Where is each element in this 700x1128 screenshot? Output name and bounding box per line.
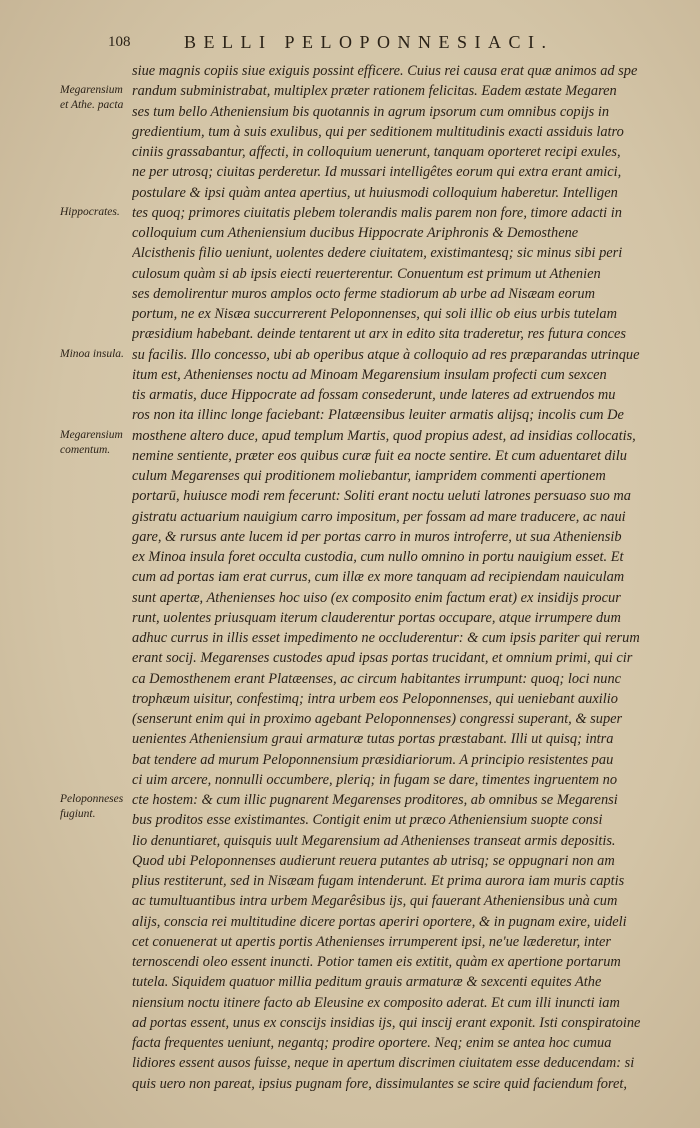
text-line: ses demolirentur muros amplos octo ferme stadiorum ab urbe ad Nisæam eorum <box>132 285 596 302</box>
text-line: cte hostem: & cum illic pugnarent Megarenses proditores, ab omnibus se Megarensi <box>132 792 618 808</box>
margin-note <box>60 428 132 458</box>
text-line: ciniis grassabantur, affecti, in colloquium uenerunt, tanquam oporteret recipi exules, <box>132 144 621 160</box>
text-line: ne per utrosq; ciuitas perderetur. Id mussari intelligêtes eorum qui extra erant amici, <box>132 164 622 181</box>
margin-note-line: Megarensium <box>60 84 123 97</box>
text-line: portum, ne ex Nisæa succurrerent Peloponnenses, qui soli illic ob eius urbis tutelam <box>132 306 617 322</box>
running-head: BELLI PELOPONNESIACI. <box>184 32 554 52</box>
text-line: tis armatis, duce Hippocrate ad fossam consederunt, unde lateres ad extruendos mu <box>132 387 616 403</box>
text-line: nemine sentiente, præter eos quibus curæ fuit ea nocte sentire. Et cum aduentaret dilu <box>132 447 627 464</box>
text-line: lidiores essent ausos fuisse, neque in apertum discrimen ciuitatem esse deducendam: si <box>132 1055 635 1072</box>
text-line: sunt apertæ, Athenienses hoc uiso (ex composito enim factum erat) ex insidijs procur <box>132 589 621 606</box>
text-line: cum ad portas iam erat currus, cum illæ ex more tanquam ad recipiendam nauiculam <box>132 569 625 586</box>
text-line: gredientium, tum à suis exulibus, qui per seditionem multitudinis exacti assiduis latro <box>132 123 624 140</box>
text-line: bat tendere ad murum Peloponnensium præsidiariorum. A principio resistentes pau <box>132 751 614 768</box>
text-line: Quod ubi Peloponnenses audierunt reuera putantes ab utrisq; se oppugnari non am <box>132 852 615 869</box>
text-line: ex Minoa insula foret occulta custodia, cum nullo omnino in portu nauigium esset. Et <box>132 549 624 565</box>
text-line: tes quoq; primores ciuitatis plebem tolerandis malis parem non fore, timore adacti in <box>132 204 622 221</box>
margin-note <box>60 83 132 113</box>
text-line: mosthene altero duce, apud templum Martis, quod propius adest, ad insidias collocatis, <box>132 427 636 444</box>
margin-note-line: Megarensium <box>60 428 123 441</box>
margin-note-line: Peloponneses <box>60 793 124 805</box>
margin-note <box>60 792 132 822</box>
text-line: su facilis. Illo concesso, ubi ab operibus atque à colloquio ad res præparandas utrinque <box>132 346 640 363</box>
page-header <box>108 28 668 54</box>
text-line: uenientes Atheniensium graui armaturæ tutas portas præstabant. Illi ut quisq; intra <box>132 731 614 748</box>
text-line: siue magnis copiis siue exiguis possint efficere. Cuius rei causa erat quæ animos ad spe <box>132 63 638 79</box>
text-line: facta frequentes ueniunt, negantq; prodire oportere. Neq; enim se antea hoc cumua <box>132 1035 612 1051</box>
text-line: itum est, Athenienses noctu ad Minoam Megarensium insulam profecti cum sexcen <box>132 366 607 383</box>
text-line: lio denuntiaret, quisquis uult Megarensium ad Athenienses transeat armis depositis. <box>132 832 616 849</box>
margin-note-line: Hippocrates. <box>60 205 120 218</box>
text-line: niensium noctu itinere facto ab Eleusine ex composito aderat. Et cum illi inuncti iam <box>132 994 620 1011</box>
text-line: ses tum bello Atheniensium bis quotannis in agrum ipsorum cum omnibus copijs in <box>132 103 610 120</box>
text-line: (senserunt enim qui in proximo agebant Peloponnenses) congressi superant, & super <box>132 711 623 727</box>
margin-note <box>60 205 132 220</box>
text-line: alijs, conscia rei multitudine dicere portas aperiri oportere, & in pugnam exire, uideli <box>132 913 627 930</box>
text-line: postulare & ipsi quàm antea apertius, ut huiusmodi colloquium haberetur. Intelligen <box>132 184 618 201</box>
body-text <box>132 61 684 1094</box>
text-line: ad portas essent, unus ex conscijs insidias ijs, qui insciј erant exponit. Isti conspiratoine <box>132 1014 641 1031</box>
text-line: Alcisthenis filio ueniunt, uolentes dedere ciuitatem, existimantesq; sic minus sibi peri <box>132 245 623 262</box>
margin-note <box>60 347 132 362</box>
text-line: adhuc currus in illis esset impedimento ne occluderentur: & cum ipsis pariter qui rerum <box>132 630 640 646</box>
text-line: gistratu actuarium nauigium carro impositum, per fossam ad mare traducere, ac naui <box>132 508 626 525</box>
text-line: ci uim arcere, nonnulli occumbere, pleriq; in fugam se dare, timentes ingruentem no <box>132 771 618 788</box>
text-line: ros non ita illinc longe faciebant: Platæensibus leuiter armatis alijsq; incolis cum De <box>132 407 624 424</box>
text-line: erant socij. Megarenses custodes apud ipsas portas trucidant, et omnium primi, qui cir <box>132 650 633 667</box>
text-line: trophæum uisitur, confestimq; intra urbem eos Peloponnenses, qui ueniebant auxilio <box>132 690 618 707</box>
text-line: gare, & rursus ante lucem id per portas carro in muros introferre, ut sua Atheniensib <box>132 528 622 545</box>
page-number: 108 <box>108 34 131 50</box>
text-line: portarū, huiusce modi rem fecerunt: Soliti erant noctu ueluti latrones persuaso suo ma <box>132 488 631 505</box>
text-line: quis uero non pareat, ipsius pugnam fore, dissimulantes se scire quid faciendum foret, <box>132 1075 627 1092</box>
text-line: ternoscendi oleo essent inuncti. Potior tamen eis extitit, quàm ex apertione portarum <box>132 954 621 970</box>
text-line: ca Demosthenem erant Platæenses, ac circum habitantes irrumpunt: quoq; loci nunc <box>132 670 622 687</box>
text-line: randum subministrabat, multiplex præter rationem felicitas. Eadem æstate Megaren <box>132 83 617 100</box>
text-line: culosum quàm si ab ipsis eiecti reuerterentur. Conuentum est primum ut Athenien <box>132 265 601 282</box>
margin-note-line: et Athe. pacta <box>60 99 124 112</box>
margin-note-line: fugiunt. <box>60 808 96 820</box>
text-line: runt, uolentes priusquam iterum clauderentur portas occupare, atque irrumpere dum <box>132 609 621 626</box>
text-line: colloquium cum Atheniensium ducibus Hippocrate Ariphronis & Demosthene <box>132 225 579 241</box>
text-line: culum Megarenses qui proditionem moliebantur, iampridem commenti apertionem <box>132 468 606 484</box>
text-line: bus proditos esse existimantes. Contigit enim ut præco Atheniensium suopte consi <box>132 812 603 829</box>
text-line: ac tumultuantibus intra urbem Megarêsibus ijs, qui fauerant Atheniensibus unà cum <box>132 893 618 910</box>
text-line: plius restiterunt, sed in Nisæam fugam intenderunt. Et prima aurora iam muris captis <box>132 873 625 889</box>
text-line: cet conuenerat ut apertis portis Athenienses irrumperent ipsi, ne'ue læderetur, inter <box>132 933 611 950</box>
text-line: tutela. Siquidem quatuor millia peditum grauis armaturæ & sexcenti equites Athe <box>132 974 602 991</box>
margin-note-line: comentum. <box>60 443 111 456</box>
text-line: præsidium habebant. deinde tentarent ut arx in edito sita traderetur, res futura conces <box>132 326 627 343</box>
margin-note-line: Minoa insula. <box>60 347 124 360</box>
